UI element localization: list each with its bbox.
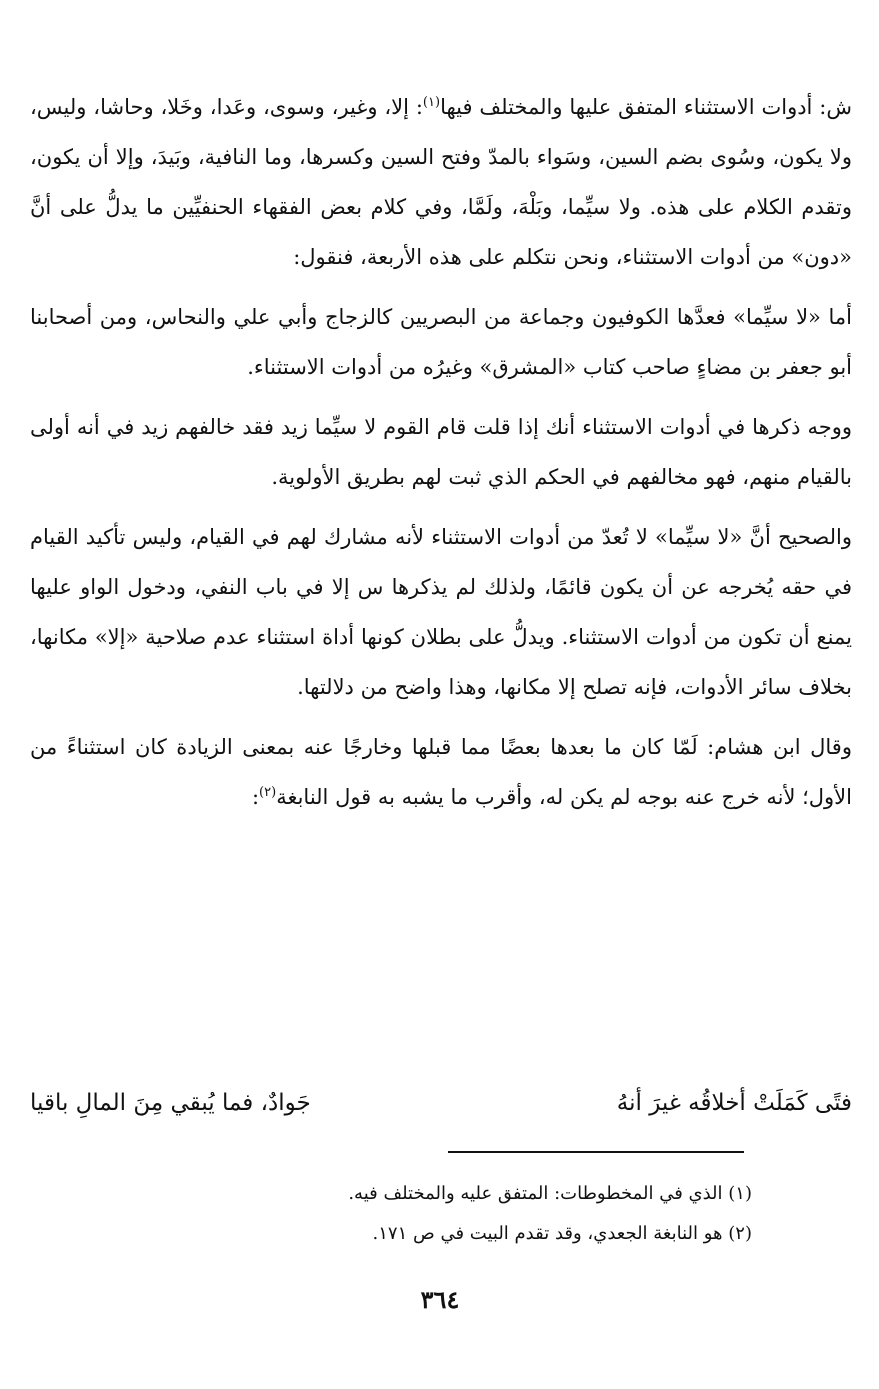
footnote-2: (٢) هو النابغة الجعدي، وقد تقدم البيت في ص ١٧١.	[372, 1223, 752, 1244]
paragraph-5-text: وقال ابن هشام: لَمّا كان ما بعدها بعضًا مما قبلها وخارجًا عنه بمعنى الزيادة كان استثناءً من الأول؛ لأنه خرج عنه بوجه لم يكن له، وأقرب ما يشبه به قول النابغة	[30, 735, 852, 809]
main-text	[30, 82, 852, 832]
page-number: ٣٦٤	[420, 1285, 460, 1314]
paragraph-4: والصحيح أنَّ «لا سيِّما» لا تُعدّ من أدوات الاستثناء لأنه مشارك لهم في القيام، وليس تأكيد القيام في حقه يُخرجه عن أن يكون قائمًا، ولذلك لم يذكرها س إلا في باب النفي، ودخول الواو عليها يمنع أن تكون من أدوات الاستثناء. ويدلُّ على بطلان كونها أداة استثناء عدم صلاحية «إلا» مكانها، بخلاف سائر الأدوات، فإنه تصلح إلا مكانها، وهذا واضح من دلالتها.	[30, 525, 852, 699]
paragraph-1-rest: : إلا، وغير، وسوى، وعَدا، وخَلا، وحاشا، وليس، ولا يكون، وسُوى بضم السين، وسَواء بالمدّ وفتح السين وكسرها، وما النافية، وبَيدَ، وإلا أن يكون، وتقدم الكلام على هذه. ولا سيِّما، وبَلْهَ، ولَمَّا، وفي كلام بعض الفقهاء الحنفيِّين ما يدلُّ على أنَّ «دون» من أدوات الاستثناء، ونحن نتكلم على هذه الأربعة، فنقول:	[30, 95, 852, 269]
verse-first-hemistich: فتًى كَمَلَتْ أخلاقُه غيرَ أنهُ	[616, 1090, 852, 1116]
paragraph-1	[30, 82, 852, 282]
verse-second-hemistich: جَوادٌ، فما يُبقي مِنَ المالِ باقيا	[30, 1090, 311, 1116]
footnotes	[300, 1174, 752, 1254]
footnote-1: (١) الذي في المخطوطات: المتفق عليه والمختلف فيه.	[348, 1183, 752, 1204]
footnote-marker-1: (١)	[422, 95, 441, 110]
footnote-separator	[448, 1151, 744, 1153]
paragraph-2: أما «لا سيِّما» فعدَّها الكوفيون وجماعة من البصريين كالزجاج وأبي علي والنحاس، ومن أصحابنا أبو جعفر بن مضاءٍ صاحب كتاب «المشرق» وغيرُه من أدوات الاستثناء.	[30, 305, 852, 379]
paragraph-5	[30, 722, 852, 822]
footnote-marker-2: (٢)	[259, 785, 277, 800]
poetry-verse	[30, 1078, 852, 1128]
paragraph-3: ووجه ذكرها في أدوات الاستثناء أنك إذا قلت قام القوم لا سيِّما زيد فقد خالفهم زيد في أنه أولى بالقيام منهم، فهو مخالفهم في الحكم الذي ثبت لهم بطريق الأولوية.	[30, 415, 852, 489]
paragraph-5-rest: :	[251, 785, 260, 809]
paragraph-1-text: ش: أدوات الاستثناء المتفق عليها والمختلف فيها	[440, 95, 852, 119]
